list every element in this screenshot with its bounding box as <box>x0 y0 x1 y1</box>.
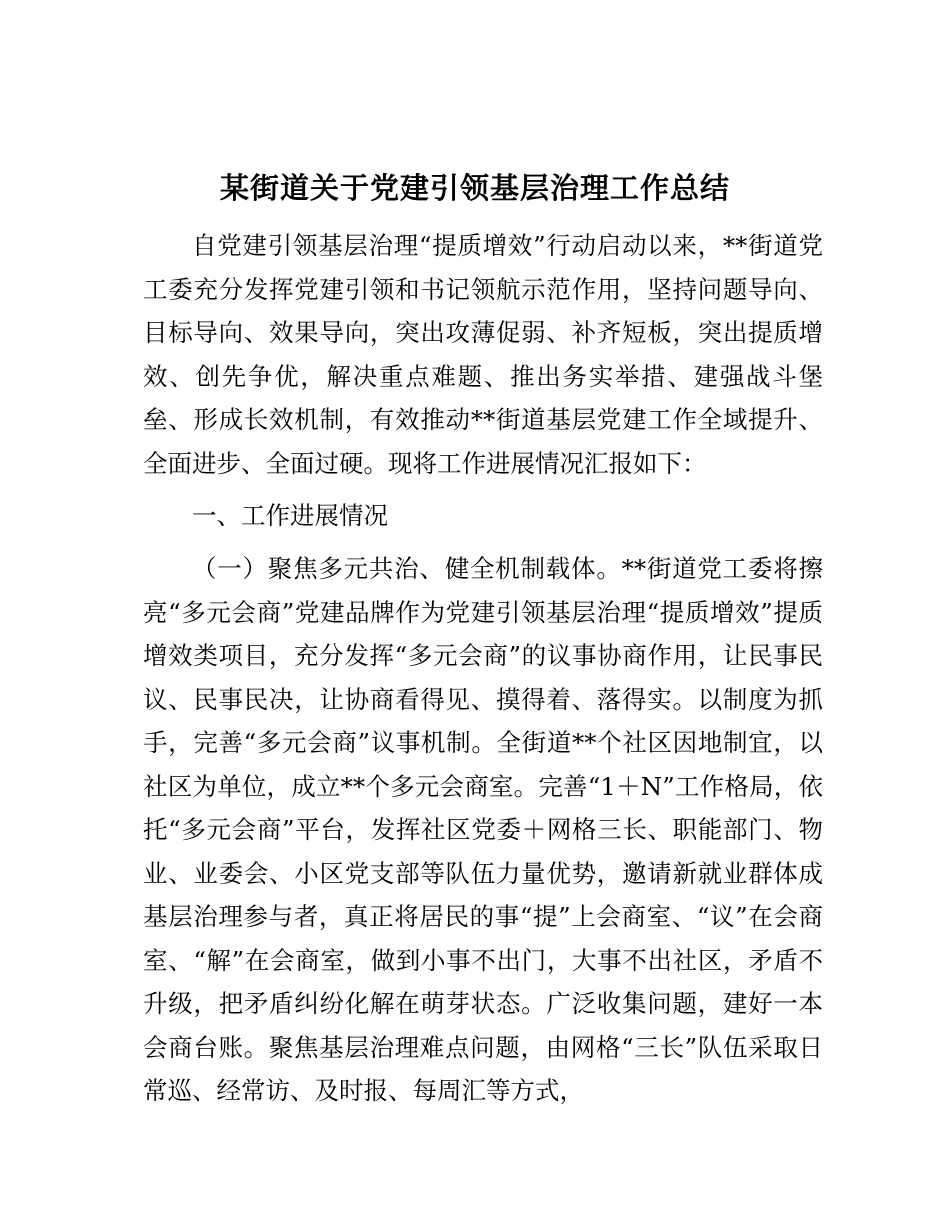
body-paragraph: （一）聚焦多元共治、健全机制载体。**街道党工委将擦亮“多元会商”党建品牌作为党建引领基层治理“提质增效”提质增效类项目，充分发挥“多元会商”的议事协商作用，让民事民议、民事民决，让协商看得见、摸得着、落得实。以制度为抓手，完善“多元会商”议事机制。全街道**个社区因地制宜，以社区为单位，成立**个多元会商室。完善“1＋N”工作格局，依托“多元会商”平台，发挥社区党委＋网格三长、职能部门、物业、业委会、小区党支部等队伍力量优势，邀请新就业群体成基层治理参与者，真正将居民的事“提”上会商室、“议”在会商室、“解”在会商室，做到小事不出门，大事不出社区，矛盾不升级，把矛盾纠纷化解在萌芽状态。广泛收集问题，建好一本会商台账。聚焦基层治理难点问题，由网格“三长”队伍采取日常巡、经常访、及时报、每周汇等方式， <box>143 554 823 1105</box>
intro-paragraph: 自党建引领基层治理“提质增效”行动启动以来，**街道党工委充分发挥党建引领和书记领航示范作用，坚持问题导向、目标导向、效果导向，突出攻薄促弱、补齐短板，突出提质增效、创先争优，解决重点难题、推出务实举措、建强战斗堡垒、形成长效机制，有效推动**街道基层党建工作全域提升、全面进步、全面过硬。现将工作进展情况汇报如下： <box>143 231 823 478</box>
section-heading: 一、工作进展情况 <box>192 501 388 530</box>
document-title: 某街道关于党建引领基层治理工作总结 <box>219 171 730 205</box>
